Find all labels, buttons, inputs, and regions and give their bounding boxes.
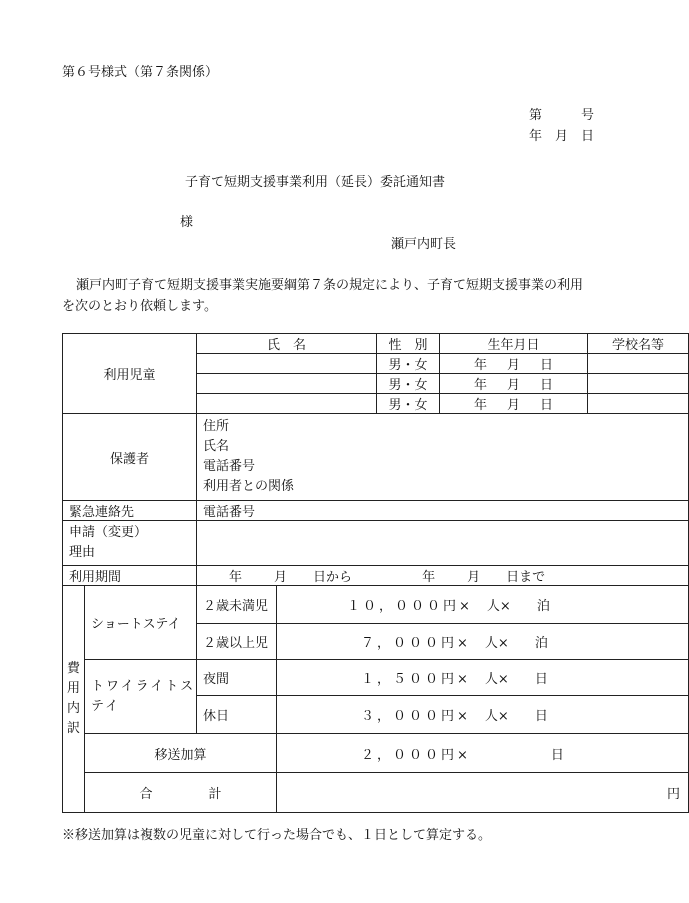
- twilight-label-line-2: テイ: [91, 698, 121, 714]
- under2-label: ２歳未満児: [197, 586, 277, 624]
- emergency-phone[interactable]: 電話番号: [197, 501, 689, 521]
- child-birth-cell[interactable]: [440, 374, 588, 394]
- twilight-stay-label: [85, 660, 197, 734]
- children-label: 利用児童: [63, 334, 197, 414]
- child-birth-cell[interactable]: [440, 354, 588, 374]
- emergency-label: 緊急連絡先: [63, 501, 197, 521]
- days-unit: 日: [550, 747, 564, 763]
- twilight-label-line-1: トワイライトス: [91, 678, 196, 694]
- guardian-label: 保護者: [63, 414, 197, 501]
- period-from: 日から: [313, 570, 353, 585]
- child-name-cell[interactable]: [197, 374, 377, 394]
- birth-year: 年: [474, 398, 488, 413]
- over2-amount: ７，０００円×: [361, 636, 471, 651]
- guardian-address: 住所: [203, 419, 230, 434]
- persons-unit: 人×: [484, 709, 509, 724]
- total-row: [63, 773, 689, 813]
- emergency-row: [63, 501, 689, 521]
- guardian-row: [63, 414, 689, 501]
- period-cell[interactable]: [197, 566, 689, 586]
- document-title: 子育て短期支援事業利用（延長）委託通知書: [184, 175, 445, 190]
- guardian-relation: 利用者との関係: [203, 479, 295, 494]
- transport-amount: ２，０００円×: [361, 747, 471, 763]
- total-label-char-1: 合: [139, 787, 153, 802]
- under2-amount: １０，０００円×: [347, 599, 473, 614]
- period-until: 日まで: [506, 570, 546, 585]
- days-unit: 日: [534, 672, 548, 687]
- birth-day: 日: [540, 358, 554, 373]
- guardian-details[interactable]: [197, 414, 689, 501]
- persons-unit: 人×: [486, 599, 511, 614]
- footnote: ※移送加算は複数の児童に対して行った場合でも、１日として算定する。: [62, 828, 492, 843]
- addressee-suffix: 様: [180, 215, 194, 230]
- birth-month: 月: [507, 378, 521, 393]
- period-end-year: 年: [422, 570, 436, 585]
- total-yen: 円: [667, 787, 681, 802]
- over2-label: ２歳以上児: [197, 624, 277, 660]
- total-amount-cell[interactable]: [277, 773, 689, 813]
- reason-label-line-1: 申請（変更）: [69, 525, 148, 540]
- birth-year: 年: [474, 378, 488, 393]
- form-number: 第６号様式（第７条関係）: [62, 65, 219, 80]
- children-header-row: [63, 334, 689, 354]
- cost-label-char: 訳: [66, 721, 80, 736]
- cost-row-under2: [63, 586, 689, 624]
- body-line-1: 瀬戸内町子育て短期支援事業実施要綱第７条の規定により、子育て短期支援事業の利用: [76, 278, 584, 293]
- persons-unit: 人×: [484, 636, 509, 651]
- request-form-table: [62, 333, 689, 813]
- holiday-amount: ３，０００円×: [361, 709, 471, 724]
- reason-row: [63, 521, 689, 566]
- period-label: 利用期間: [63, 566, 197, 586]
- cost-label-char: 内: [66, 701, 80, 716]
- transport-amount-cell[interactable]: [277, 734, 689, 773]
- persons-unit: 人×: [484, 672, 509, 687]
- transport-label: 移送加算: [85, 734, 277, 773]
- under2-amount-cell[interactable]: [277, 586, 689, 624]
- body-line-2: を次のとおり依頼します。: [62, 299, 217, 314]
- child-birth-cell[interactable]: [440, 394, 588, 414]
- total-label-char-2: 計: [208, 787, 222, 802]
- nights-unit: 泊: [534, 636, 548, 651]
- night-amount-cell[interactable]: [277, 660, 689, 696]
- birth-month: 月: [507, 358, 521, 373]
- cost-row-transport: [63, 734, 689, 773]
- period-row: [63, 566, 689, 586]
- holiday-label: 休日: [197, 696, 277, 734]
- sender-name: 瀬戸内町長: [391, 237, 457, 252]
- night-label: 夜間: [197, 660, 277, 696]
- birth-day: 日: [540, 398, 554, 413]
- birth-month: 月: [507, 398, 521, 413]
- document-number: 第 号: [528, 108, 594, 123]
- child-school-cell[interactable]: [588, 374, 689, 394]
- col-name-header: 氏 名: [197, 334, 377, 354]
- guardian-phone: 電話番号: [203, 459, 256, 474]
- reason-label-line-2: 理由: [69, 545, 96, 560]
- child-sex-cell[interactable]: 男・女: [377, 394, 440, 414]
- child-name-cell[interactable]: [197, 354, 377, 374]
- col-school-header: 学校名等: [588, 334, 689, 354]
- birth-year: 年: [474, 358, 488, 373]
- cost-label-char: 用: [66, 681, 80, 696]
- child-school-cell[interactable]: [588, 354, 689, 374]
- child-name-cell[interactable]: [197, 394, 377, 414]
- over2-amount-cell[interactable]: [277, 624, 689, 660]
- period-end-month: 月: [467, 570, 481, 585]
- reason-cell[interactable]: [197, 521, 689, 566]
- total-label: [85, 773, 277, 813]
- col-sex-header: 性 別: [377, 334, 440, 354]
- reason-label: [63, 521, 197, 566]
- short-stay-label: ショートステイ: [85, 586, 197, 660]
- document-date: 年 月 日: [528, 129, 594, 144]
- child-sex-cell[interactable]: 男・女: [377, 354, 440, 374]
- period-start-month: 月: [274, 570, 288, 585]
- cost-row-night: [63, 660, 689, 696]
- col-birth-header: 生年月日: [440, 334, 588, 354]
- child-sex-cell[interactable]: 男・女: [377, 374, 440, 394]
- birth-day: 日: [540, 378, 554, 393]
- holiday-amount-cell[interactable]: [277, 696, 689, 734]
- period-start-year: 年: [229, 570, 243, 585]
- nights-unit: 泊: [536, 599, 550, 614]
- days-unit: 日: [534, 709, 548, 724]
- cost-breakdown-label: [63, 586, 85, 813]
- guardian-name: 氏名: [203, 439, 230, 454]
- child-school-cell[interactable]: [588, 394, 689, 414]
- night-amount: １，５００円×: [361, 672, 471, 687]
- cost-label-char: 費: [66, 661, 80, 676]
